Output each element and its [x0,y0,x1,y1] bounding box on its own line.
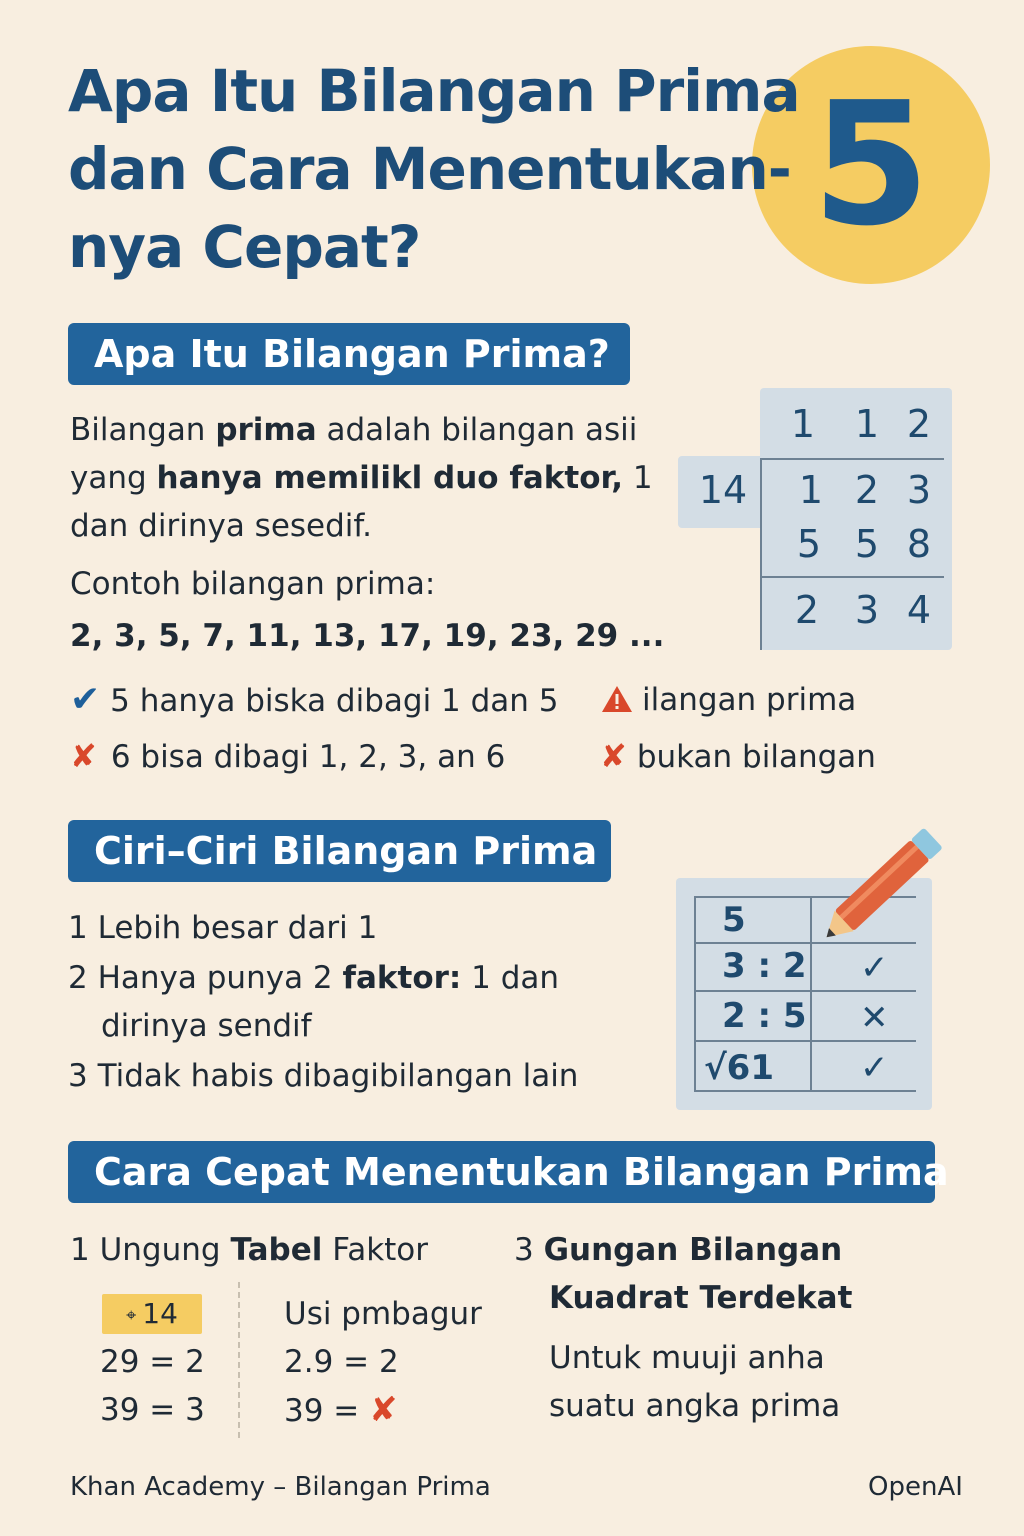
fact-prime-text: 5 hanya biska dibagi 1 dan 5 [110,683,559,719]
warning-icon [600,680,634,728]
page-title [68,52,808,286]
highlight-badge [102,1294,202,1334]
method-step-1: 1 Ungung Tabel Faktor [70,1232,429,1268]
examples-label: Contoh bilangan prima: [70,566,436,602]
section-heading-fast-method: Cara Cepat Menentukan Bilangan Prima [68,1141,935,1203]
checkmark-icon: ✔ [70,679,101,720]
title-line-1: Apa Itu Bilangan Prima [68,57,800,125]
table-row-value: 3 : 2 [722,946,807,986]
highlight-value: 14 [142,1297,178,1330]
definition-text [70,406,653,550]
definition-line-1: Bilangan prima adalah bilangan asii [70,412,638,448]
section-heading-definition: Apa Itu Bilangan Prima? [68,323,630,385]
cross-icon: ✘ [369,1390,398,1430]
grid-top-3: 2 [906,402,932,446]
pin-icon: ⌖ [126,1305,137,1326]
method-step-3: 3 Gungan Bilangan [514,1232,843,1268]
cross-icon: ✘ [70,737,97,775]
examples-list: 2, 3, 5, 7, 11, 13, 17, 19, 23, 29 ... [70,618,665,654]
method-step-3-desc-1: Untuk muuji anha [549,1340,825,1376]
title-line-3: nya Cepat? [68,213,421,281]
section-heading-characteristics: Ciri–Ciri Bilangan Prima [68,820,611,882]
number-grid [678,388,952,650]
divider-test-label: Usi pmbagur [284,1296,482,1332]
cross-icon: ✘ [600,737,627,775]
characteristic-item-2: 2 Hanya punya 2 faktor: 1 dan dirinya sendif [68,960,560,1044]
factor-left-row: 39 = 3 [100,1392,205,1428]
title-line-2: dan Cara Menentukan- [68,135,791,203]
method-step-3-line-2: Kuadrat Terdekat [549,1280,853,1316]
grid-cell: 8 [906,522,932,566]
checkmark-icon: ✓ [860,1048,889,1088]
grid-cell: 2 [854,468,880,512]
divider [238,1282,240,1438]
fact-not-prime-result [600,732,876,781]
method-step-3-desc-2: suatu angka prima [549,1388,841,1424]
number-badge: 5 [811,66,931,264]
pencil-icon [808,800,968,960]
factor-left-row: 29 = 2 [100,1344,205,1380]
characteristic-item-3: 3 Tidak habis dibagibilangan lain [68,1058,579,1094]
fact-not-prime-result-text: bukan bilangan [636,739,876,775]
characteristic-item-1: 1 Lebih besar dari 1 [68,910,378,946]
fact-prime-result [600,676,856,728]
grid-top-2: 1 [854,402,880,446]
fact-prime-result-text: ilangan prima [642,682,857,718]
definition-line-2: yang hanya memilikl duo faktor, 1 [70,460,653,496]
divider-test-row: 2.9 = 2 [284,1344,399,1380]
fact-not-prime-text: 6 bisa dibagi 1, 2, 3, an 6 [110,739,506,775]
grid-cell: 5 [854,522,880,566]
footer-brand: OpenAI [868,1472,963,1502]
grid-cell: 5 [796,522,822,566]
grid-cell: 3 [906,468,932,512]
definition-line-3: dan dirinya sesedif. [70,508,372,544]
fact-prime [70,676,559,725]
grid-side-value: 14 [698,468,748,512]
grid-bottom-cell: 4 [906,588,932,632]
table-row-value: 5 [722,900,746,940]
table-row-value: √61 [704,1048,774,1088]
footer-source: Khan Academy – Bilangan Prima [70,1472,491,1502]
cross-icon: ✕ [860,998,889,1038]
grid-bottom-cell: 3 [854,588,880,632]
grid-bottom-cell: 2 [794,588,820,632]
checkmark-icon: ✓ [860,948,889,988]
grid-top-1: 1 [790,402,816,446]
table-row-value: 2 : 5 [722,996,807,1036]
fact-not-prime [70,732,505,781]
grid-cell: 1 [798,468,824,512]
divider-test-row: 39 = ✘ [284,1390,398,1430]
